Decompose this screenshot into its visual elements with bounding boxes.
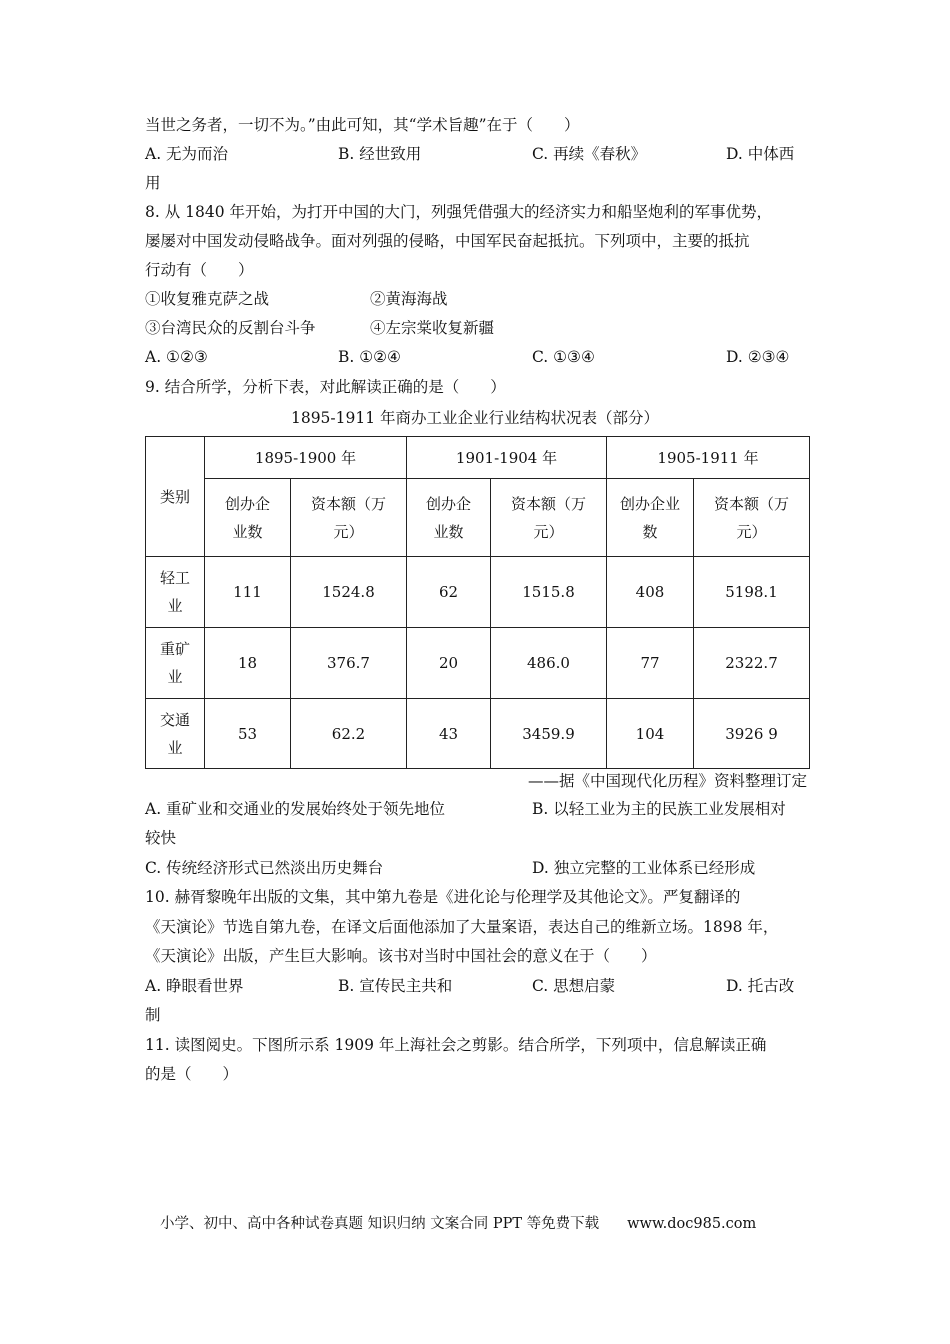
q8-item-2: ②黄海海战 bbox=[370, 290, 448, 308]
q8-option-d: D. ②③④ bbox=[726, 348, 790, 366]
q8-stem-line-1: 8. 从 1840 年开始，为打开中国的大门，列强凭借强大的经济实力和船坚炮利的军事优势， bbox=[145, 203, 773, 221]
table-cell: 62.2 bbox=[291, 699, 407, 769]
q10-stem-line-2: 《天演论》节选自第九卷，在译文后面他添加了大量案语，表达自己的维新立场。1898 年， bbox=[145, 918, 779, 936]
q8-item-3: ③台湾民众的反割台斗争 bbox=[145, 319, 316, 337]
row-category: 交通 业 bbox=[146, 699, 205, 769]
table-cell: 2322.7 bbox=[694, 628, 810, 699]
table-row bbox=[146, 557, 810, 628]
table-cell: 43 bbox=[407, 699, 491, 769]
q10-option-wrap: 制 bbox=[145, 1006, 161, 1024]
sub-header: 创办企业 数 bbox=[607, 479, 694, 557]
q7-stem-tail: 当世之务者，一切不为。”由此可知，其“学术旨趣”在于（ ） bbox=[145, 116, 580, 134]
table-cell: 62 bbox=[407, 557, 491, 628]
q10-stem-line-1: 10. 赫胥黎晚年出版的文集，其中第九卷是《进化论与伦理学及其他论文》。严复翻译的 bbox=[145, 888, 741, 906]
table-row bbox=[146, 628, 810, 699]
industry-structure-table bbox=[145, 436, 810, 769]
table-cell: 3926 9 bbox=[694, 699, 810, 769]
q8-option-c: C. ①③④ bbox=[532, 348, 595, 366]
table-cell: 376.7 bbox=[291, 628, 407, 699]
q9-option-c: C. 传统经济形式已然淡出历史舞台 bbox=[145, 859, 384, 877]
q9-stem: 9. 结合所学，分析下表，对此解读正确的是（ ） bbox=[145, 378, 506, 396]
table-cell: 1524.8 bbox=[291, 557, 407, 628]
sub-header: 资本额（万 元） bbox=[291, 479, 407, 557]
table-cell: 5198.1 bbox=[694, 557, 810, 628]
table-cell: 3459.9 bbox=[491, 699, 607, 769]
table-cell: 18 bbox=[205, 628, 291, 699]
row-category: 轻工 业 bbox=[146, 557, 205, 628]
footer-site-link[interactable]: www.doc985.com bbox=[627, 1216, 757, 1232]
q10-option-a: A. 睁眼看世界 bbox=[145, 977, 244, 995]
q10-option-c: C. 思想启蒙 bbox=[532, 977, 616, 995]
q8-item-4: ④左宗棠收复新疆 bbox=[370, 319, 495, 337]
q11-stem-line-1: 11. 读图阅史。下图所示系 1909 年上海社会之剪影。结合所学，下列项中，信息解读正确 bbox=[145, 1036, 767, 1054]
q7-option-c: C. 再续《春秋》 bbox=[532, 145, 647, 163]
table-cell: 104 bbox=[607, 699, 694, 769]
table-cell: 53 bbox=[205, 699, 291, 769]
q7-option-b: B. 经世致用 bbox=[338, 145, 422, 163]
q10-stem-line-3: 《天演论》出版，产生巨大影响。该书对当时中国社会的意义在于（ ） bbox=[145, 947, 657, 965]
period-header-1: 1895-1900 年 bbox=[205, 437, 407, 479]
table-row bbox=[146, 699, 810, 769]
q7-option-a: A. 无为而治 bbox=[145, 145, 229, 163]
q7-option-wrap: 用 bbox=[145, 174, 161, 192]
q9-option-b: B. 以轻工业为主的民族工业发展相对 bbox=[532, 800, 786, 818]
table-cell: 1515.8 bbox=[491, 557, 607, 628]
table-cell: 20 bbox=[407, 628, 491, 699]
q9-option-b-wrap: 较快 bbox=[145, 829, 177, 847]
q10-option-b: B. 宣传民主共和 bbox=[338, 977, 453, 995]
page-footer bbox=[160, 1212, 756, 1233]
table-cell: 408 bbox=[607, 557, 694, 628]
q9-option-a: A. 重矿业和交通业的发展始终处于领先地位 bbox=[145, 800, 446, 818]
q10-option-d: D. 托古改 bbox=[726, 977, 795, 995]
q7-option-d: D. 中体西 bbox=[726, 145, 795, 163]
sub-header: 资本额（万 元） bbox=[491, 479, 607, 557]
table-cell: 486.0 bbox=[491, 628, 607, 699]
table-cell: 77 bbox=[607, 628, 694, 699]
sub-header: 资本额（万 元） bbox=[694, 479, 810, 557]
q11-stem-line-2: 的是（ ） bbox=[145, 1065, 239, 1083]
q9-option-d: D. 独立完整的工业体系已经形成 bbox=[532, 859, 756, 877]
table-cell: 111 bbox=[205, 557, 291, 628]
row-category: 重矿 业 bbox=[146, 628, 205, 699]
q8-item-1: ①收复雅克萨之战 bbox=[145, 290, 270, 308]
footer-text: 小学、初中、高中各种试卷真题 知识归纳 文案合同 PPT 等免费下载 bbox=[160, 1216, 600, 1232]
sub-header: 创办企 业数 bbox=[407, 479, 491, 557]
q8-stem-line-2: 屡屡对中国发动侵略战争。面对列强的侵略，中国军民奋起抵抗。下列项中，主要的抵抗 bbox=[145, 232, 750, 250]
table-caption: 1895-1911 年商办工业企业行业结构状况表（部分） bbox=[290, 409, 660, 427]
q8-option-a: A. ①②③ bbox=[145, 348, 208, 366]
sub-header: 创办企 业数 bbox=[205, 479, 291, 557]
period-header-3: 1905-1911 年 bbox=[607, 437, 810, 479]
table-source: ——据《中国现代化历程》资料整理订定 bbox=[527, 772, 807, 790]
category-header: 类别 bbox=[146, 437, 205, 557]
period-header-2: 1901-1904 年 bbox=[407, 437, 607, 479]
q8-stem-line-3: 行动有（ ） bbox=[145, 261, 254, 279]
q8-option-b: B. ①②④ bbox=[338, 348, 401, 366]
